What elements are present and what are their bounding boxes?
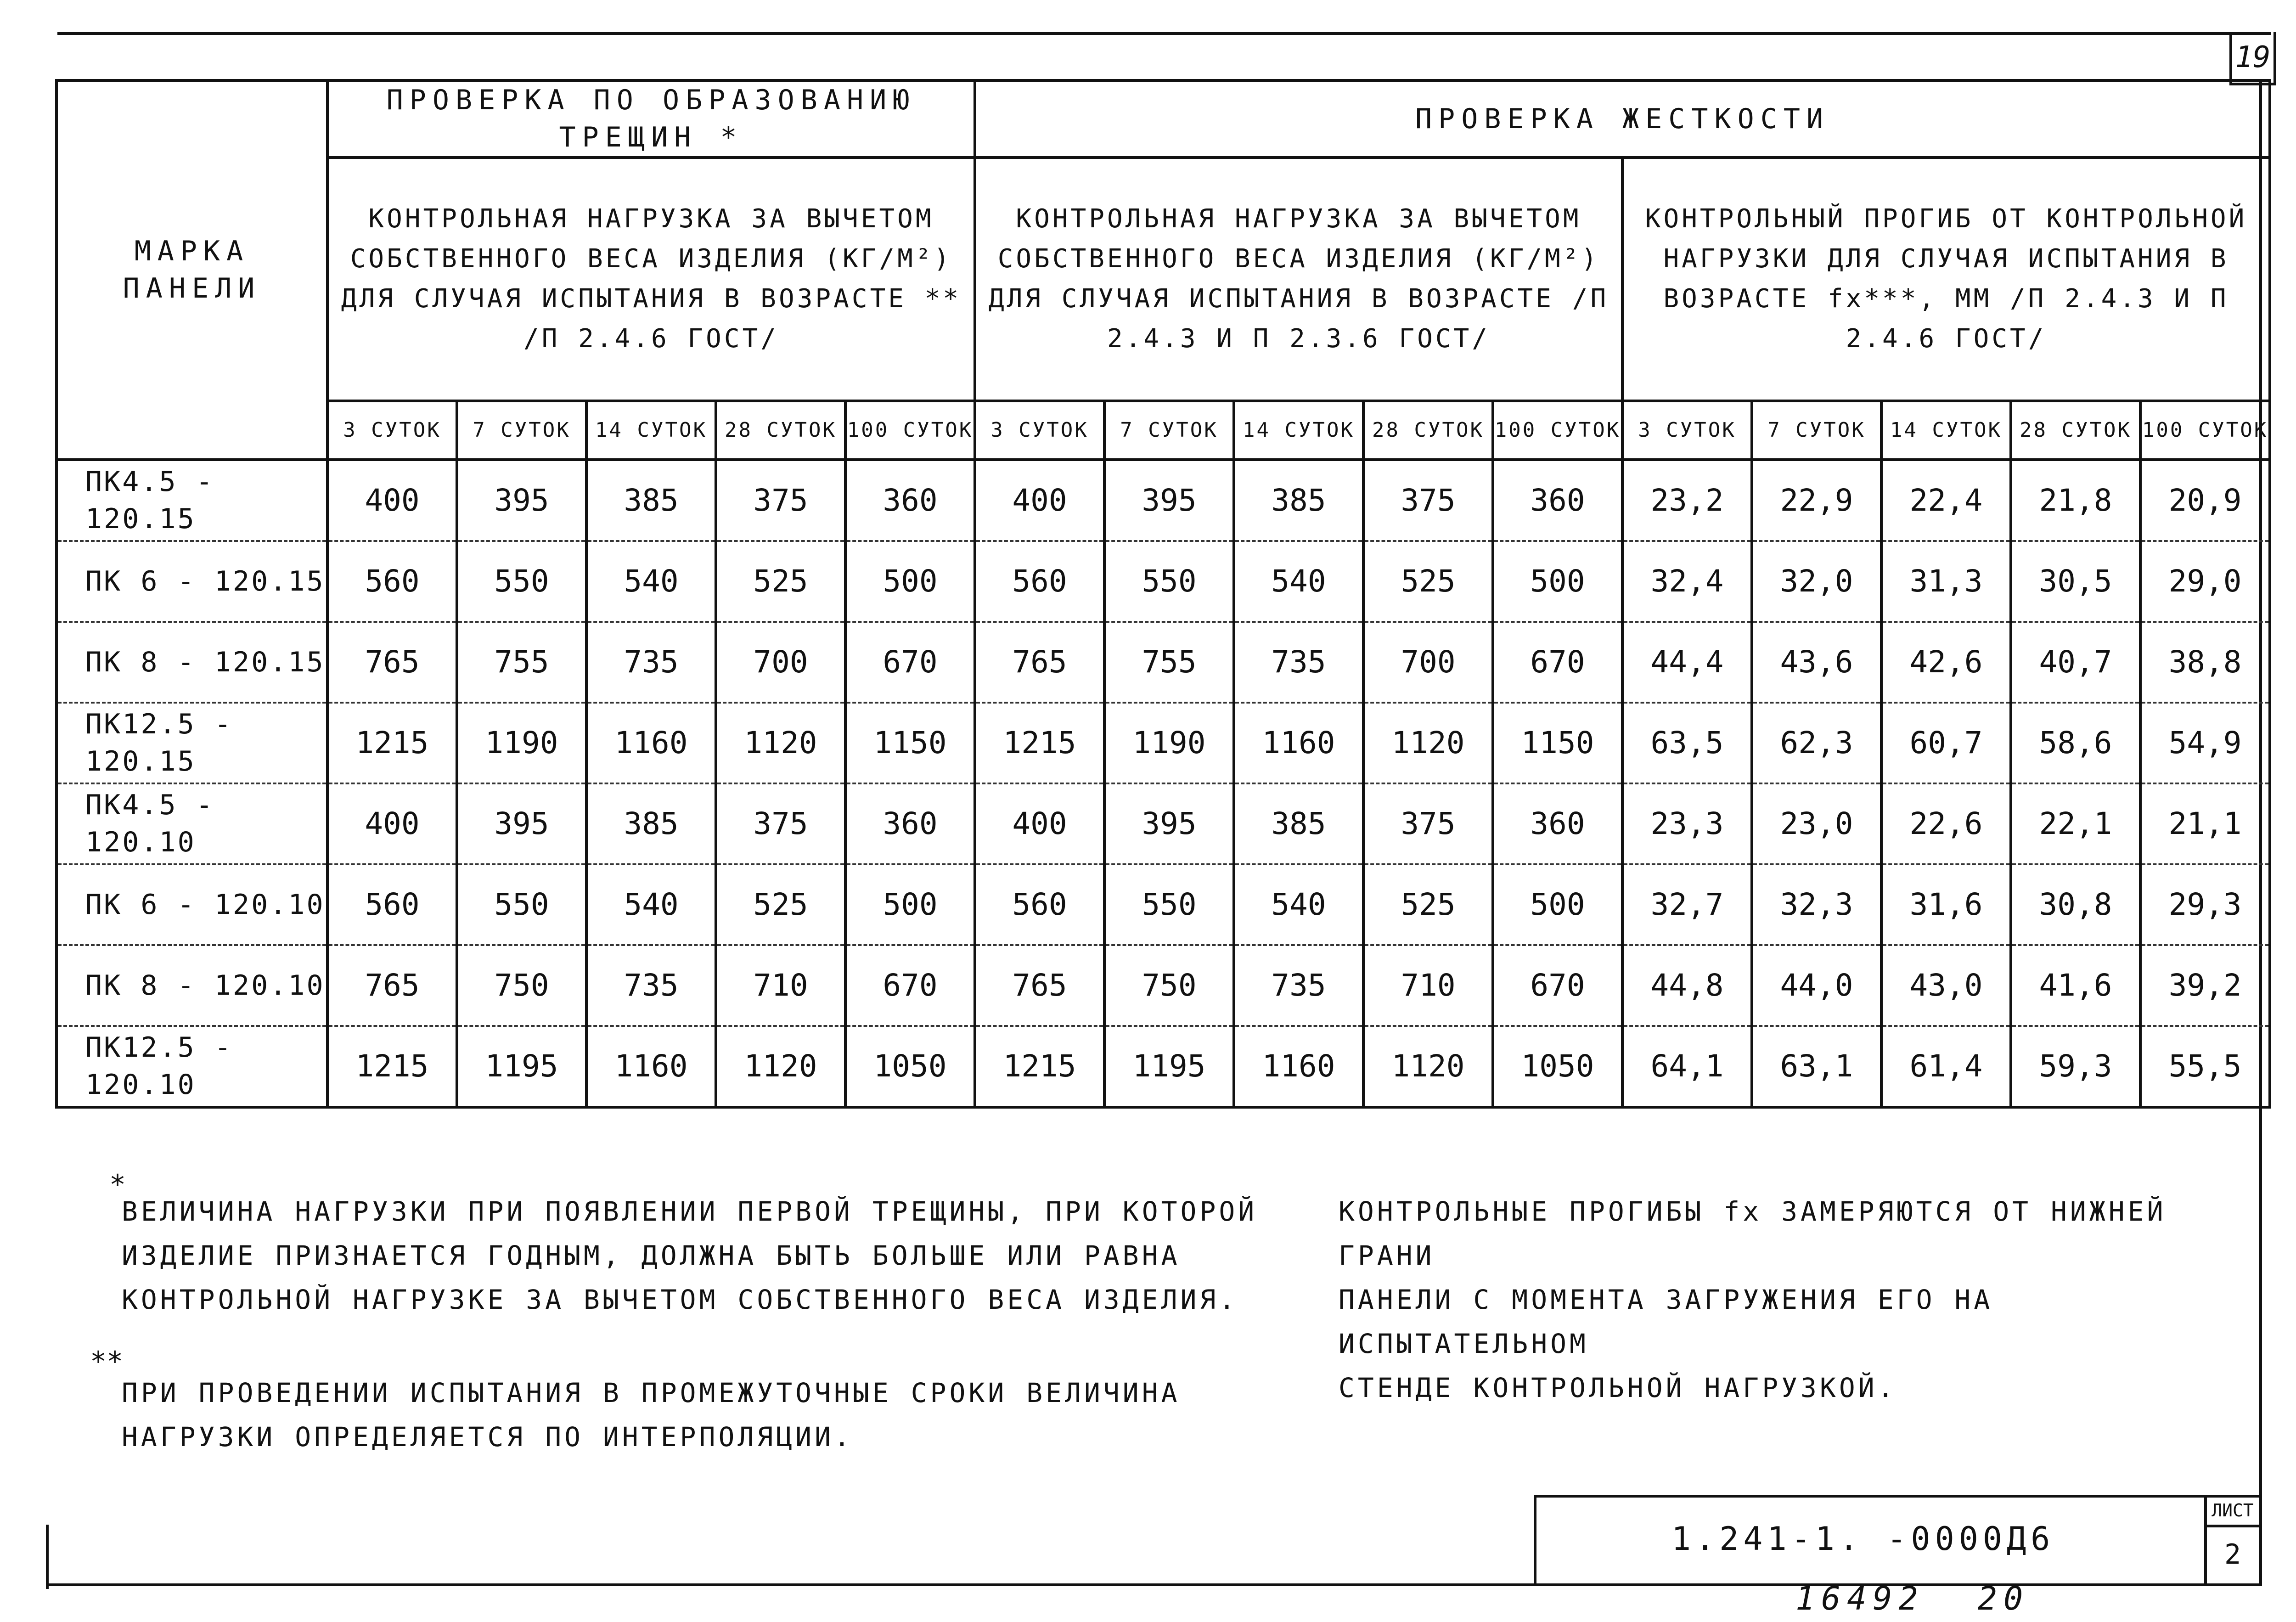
load-value-cell: 1190 xyxy=(1104,703,1234,783)
deflection-value-cell: 22,1 xyxy=(2011,783,2140,864)
load-value-cell: 560 xyxy=(975,864,1104,945)
crack-value-cell: 670 xyxy=(845,945,975,1026)
crack-value-cell: 1190 xyxy=(457,703,586,783)
deflection-value-cell: 39,2 xyxy=(2140,945,2270,1026)
deflection-value-cell: 55,5 xyxy=(2140,1026,2270,1107)
table-row xyxy=(56,541,2270,622)
mark-column-header xyxy=(56,80,327,460)
crack-value-cell: 525 xyxy=(716,541,845,622)
crack-value-cell: 1150 xyxy=(845,703,975,783)
day-header: 7 СУТОК xyxy=(1104,401,1234,460)
deflection-subheader: КОНТРОЛЬНЫЙ ПРОГИБ ОТ КОНТРОЛЬНОЙ НАГРУЗКИ ДЛЯ СЛУЧАЯ ИСПЫТАНИЯ В ВОЗРАСТЕ fx***, ММ /П 2.4.3 И П 2.4.6 ГОСТ/ xyxy=(1622,158,2270,401)
deflection-value-cell: 23,0 xyxy=(1752,783,1881,864)
load-value-cell: 735 xyxy=(1234,622,1363,703)
deflection-value-cell: 60,7 xyxy=(1881,703,2011,783)
deflection-value-cell: 58,6 xyxy=(2011,703,2140,783)
load-value-cell: 525 xyxy=(1363,864,1493,945)
crack-value-cell: 560 xyxy=(327,541,457,622)
deflection-value-cell: 44,0 xyxy=(1752,945,1881,1026)
deflection-value-cell: 22,6 xyxy=(1881,783,2011,864)
crack-value-cell: 375 xyxy=(716,460,845,541)
load-value-cell: 755 xyxy=(1104,622,1234,703)
crack-value-cell: 375 xyxy=(716,783,845,864)
load-value-cell: 1120 xyxy=(1363,703,1493,783)
panel-mark-cell: ПК 8 - 120.10 xyxy=(56,945,327,1026)
load-value-cell: 360 xyxy=(1493,783,1622,864)
day-header: 28 СУТОК xyxy=(2011,401,2140,460)
footnote-marker-2: ** xyxy=(90,1346,124,1378)
load-value-cell: 385 xyxy=(1234,783,1363,864)
test-results-table xyxy=(55,79,2271,1109)
load-value-cell: 385 xyxy=(1234,460,1363,541)
deflection-value-cell: 41,6 xyxy=(2011,945,2140,1026)
crack-value-cell: 765 xyxy=(327,622,457,703)
deflection-value-cell: 22,4 xyxy=(1881,460,2011,541)
deflection-value-cell: 44,8 xyxy=(1622,945,1752,1026)
crack-value-cell: 550 xyxy=(457,541,586,622)
crack-value-cell: 395 xyxy=(457,783,586,864)
crack-value-cell: 735 xyxy=(586,622,716,703)
load-value-cell: 1160 xyxy=(1234,703,1363,783)
load-value-cell: 525 xyxy=(1363,541,1493,622)
sheet-number: 2 xyxy=(2224,1538,2241,1571)
load-value-cell: 700 xyxy=(1363,622,1493,703)
page-number: 19 xyxy=(2229,32,2276,85)
crack-value-cell: 1120 xyxy=(716,1026,845,1107)
crack-value-cell: 1215 xyxy=(327,703,457,783)
deflection-value-cell: 59,3 xyxy=(2011,1026,2140,1107)
day-header: 100 СУТОК xyxy=(845,401,975,460)
crack-value-cell: 500 xyxy=(845,541,975,622)
load-value-cell: 670 xyxy=(1493,945,1622,1026)
load-value-cell: 400 xyxy=(975,460,1104,541)
deflection-value-cell: 31,3 xyxy=(1881,541,2011,622)
table-row xyxy=(56,783,2270,864)
table-body xyxy=(56,460,2270,1107)
panel-mark-cell: ПК 8 - 120.15 xyxy=(56,622,327,703)
deflection-value-cell: 63,5 xyxy=(1622,703,1752,783)
deflection-value-cell: 32,4 xyxy=(1622,541,1752,622)
day-header: 28 СУТОК xyxy=(716,401,845,460)
crack-value-cell: 1160 xyxy=(586,1026,716,1107)
load-value-cell: 1195 xyxy=(1104,1026,1234,1107)
deflection-value-cell: 30,5 xyxy=(2011,541,2140,622)
crack-value-cell: 765 xyxy=(327,945,457,1026)
mark-header-text: МАРКА ПАНЕЛИ xyxy=(123,235,261,304)
deflection-note: КОНТРОЛЬНЫЕ ПРОГИБЫ fx ЗАМЕРЯЮТСЯ ОТ НИЖНЕЙ ГРАНИ ПАНЕЛИ С МОМЕНТА ЗАГРУЖЕНИЯ ЕГО НА ИСПЫТАТЕЛЬНОМ СТЕНДЕ КОНТРОЛЬНОЙ НАГРУЗКОЙ. xyxy=(1339,1196,2167,1403)
crack-value-cell: 550 xyxy=(457,864,586,945)
deflection-value-cell: 43,0 xyxy=(1881,945,2011,1026)
crack-value-cell: 1160 xyxy=(586,703,716,783)
day-header: 100 СУТОК xyxy=(1493,401,1622,460)
crack-value-cell: 540 xyxy=(586,864,716,945)
deflection-value-cell: 54,9 xyxy=(2140,703,2270,783)
crack-value-cell: 1120 xyxy=(716,703,845,783)
crack-value-cell: 525 xyxy=(716,864,845,945)
stiffness-load-subheader: КОНТРОЛЬНАЯ НАГРУЗКА ЗА ВЫЧЕТОМ СОБСТВЕННОГО ВЕСА ИЗДЕЛИЯ (КГ/М²) ДЛЯ СЛУЧАЯ ИСПЫТАНИЯ В ВОЗРАСТЕ /П 2.4.3 И П 2.3.6 ГОСТ/ xyxy=(975,158,1622,401)
deflection-value-cell: 23,2 xyxy=(1622,460,1752,541)
day-header: 7 СУТОК xyxy=(1752,401,1881,460)
day-header: 3 СУТОК xyxy=(327,401,457,460)
stiffness-check-header: ПРОВЕРКА ЖЕСТКОСТИ xyxy=(975,80,2270,158)
crack-value-cell: 395 xyxy=(457,460,586,541)
crack-value-cell: 400 xyxy=(327,460,457,541)
load-value-cell: 500 xyxy=(1493,541,1622,622)
table-row xyxy=(56,622,2270,703)
day-header: 3 СУТОК xyxy=(975,401,1104,460)
load-value-cell: 750 xyxy=(1104,945,1234,1026)
deflection-value-cell: 43,6 xyxy=(1752,622,1881,703)
archive-number: 16492 20 xyxy=(1795,1580,2030,1617)
panel-mark-cell: ПК12.5 - 120.15 xyxy=(56,703,327,783)
deflection-value-cell: 20,9 xyxy=(2140,460,2270,541)
panel-mark-cell: ПК 6 - 120.15 xyxy=(56,541,327,622)
deflection-value-cell: 29,0 xyxy=(2140,541,2270,622)
load-value-cell: 710 xyxy=(1363,945,1493,1026)
load-value-cell: 550 xyxy=(1104,541,1234,622)
deflection-value-cell: 21,1 xyxy=(2140,783,2270,864)
crack-value-cell: 750 xyxy=(457,945,586,1026)
deflection-value-cell: 22,9 xyxy=(1752,460,1881,541)
panel-mark-cell: ПК 6 - 120.10 xyxy=(56,864,327,945)
load-value-cell: 400 xyxy=(975,783,1104,864)
load-value-cell: 1050 xyxy=(1493,1026,1622,1107)
deflection-value-cell: 31,6 xyxy=(1881,864,2011,945)
crack-value-cell: 560 xyxy=(327,864,457,945)
table-row xyxy=(56,1026,2270,1107)
crack-value-cell: 360 xyxy=(845,783,975,864)
deflection-value-cell: 30,8 xyxy=(2011,864,2140,945)
load-value-cell: 1215 xyxy=(975,1026,1104,1107)
footnote-2: ПРИ ПРОВЕДЕНИИ ИСПЫТАНИЯ В ПРОМЕЖУТОЧНЫЕ СРОКИ ВЕЛИЧИНА НАГРУЗКИ ОПРЕДЕЛЯЕТСЯ ПО ИНТЕРПОЛЯЦИИ. xyxy=(122,1377,1181,1453)
crack-value-cell: 700 xyxy=(716,622,845,703)
panel-mark-cell: ПК4.5 - 120.15 xyxy=(56,460,327,541)
crack-value-cell: 385 xyxy=(586,783,716,864)
load-value-cell: 1160 xyxy=(1234,1026,1363,1107)
load-value-cell: 360 xyxy=(1493,460,1622,541)
load-value-cell: 1150 xyxy=(1493,703,1622,783)
crack-value-cell: 540 xyxy=(586,541,716,622)
day-header: 28 СУТОК xyxy=(1363,401,1493,460)
day-header: 14 СУТОК xyxy=(1881,401,2011,460)
table-row xyxy=(56,703,2270,783)
load-value-cell: 735 xyxy=(1234,945,1363,1026)
footnote-1: ВЕЛИЧИНА НАГРУЗКИ ПРИ ПОЯВЛЕНИИ ПЕРВОЙ ТРЕЩИНЫ, ПРИ КОТОРОЙ ИЗДЕЛИЕ ПРИЗНАЕТСЯ ГОДНЫМ, ДОЛЖНА БЫТЬ БОЛЬШЕ ИЛИ РАВНА КОНТРОЛЬНОЙ НАГРУЗКЕ ЗА ВЫЧЕТОМ СОБСТВЕННОГО ВЕСА ИЗДЕЛИЯ. xyxy=(122,1196,1258,1315)
panel-mark-cell: ПК12.5 - 120.10 xyxy=(56,1026,327,1107)
deflection-value-cell: 21,8 xyxy=(2011,460,2140,541)
load-value-cell: 560 xyxy=(975,541,1104,622)
sheet-label: ЛИСТ xyxy=(2206,1496,2259,1527)
top-frame-line xyxy=(57,32,2271,35)
load-value-cell: 765 xyxy=(975,945,1104,1026)
deflection-value-cell: 32,3 xyxy=(1752,864,1881,945)
crack-value-cell: 670 xyxy=(845,622,975,703)
deflection-value-cell: 64,1 xyxy=(1622,1026,1752,1107)
crack-value-cell: 385 xyxy=(586,460,716,541)
day-header: 7 СУТОК xyxy=(457,401,586,460)
load-value-cell: 395 xyxy=(1104,460,1234,541)
deflection-value-cell: 32,7 xyxy=(1622,864,1752,945)
table-row xyxy=(56,945,2270,1026)
crack-value-cell: 400 xyxy=(327,783,457,864)
crack-value-cell: 735 xyxy=(586,945,716,1026)
deflection-value-cell: 29,3 xyxy=(2140,864,2270,945)
deflection-value-cell: 40,7 xyxy=(2011,622,2140,703)
load-value-cell: 540 xyxy=(1234,864,1363,945)
load-value-cell: 395 xyxy=(1104,783,1234,864)
day-header: 14 СУТОК xyxy=(586,401,716,460)
crack-value-cell: 360 xyxy=(845,460,975,541)
deflection-value-cell: 32,0 xyxy=(1752,541,1881,622)
day-header: 3 СУТОК xyxy=(1622,401,1752,460)
table-row xyxy=(56,460,2270,541)
deflection-value-cell: 23,3 xyxy=(1622,783,1752,864)
deflection-value-cell: 44,4 xyxy=(1622,622,1752,703)
document-code: 1.241-1. -0000Д6 xyxy=(1671,1520,2055,1558)
table-row xyxy=(56,864,2270,945)
load-value-cell: 375 xyxy=(1363,460,1493,541)
deflection-value-cell: 63,1 xyxy=(1752,1026,1881,1107)
crack-value-cell: 1195 xyxy=(457,1026,586,1107)
day-header: 100 СУТОК xyxy=(2140,401,2270,460)
panel-mark-cell: ПК4.5 - 120.10 xyxy=(56,783,327,864)
footnote-marker-1: * xyxy=(109,1169,126,1201)
load-value-cell: 670 xyxy=(1493,622,1622,703)
load-value-cell: 500 xyxy=(1493,864,1622,945)
crack-value-cell: 500 xyxy=(845,864,975,945)
day-header: 14 СУТОК xyxy=(1234,401,1363,460)
crack-value-cell: 1215 xyxy=(327,1026,457,1107)
crack-load-subheader: КОНТРОЛЬНАЯ НАГРУЗКА ЗА ВЫЧЕТОМ СОБСТВЕННОГО ВЕСА ИЗДЕЛИЯ (КГ/М²) ДЛЯ СЛУЧАЯ ИСПЫТАНИЯ В ВОЗРАСТЕ ** /П 2.4.6 ГОСТ/ xyxy=(327,158,975,401)
crack-check-header: ПРОВЕРКА ПО ОБРАЗОВАНИЮ ТРЕЩИН * xyxy=(327,80,975,158)
crack-value-cell: 710 xyxy=(716,945,845,1026)
load-value-cell: 540 xyxy=(1234,541,1363,622)
crack-value-cell: 755 xyxy=(457,622,586,703)
load-value-cell: 765 xyxy=(975,622,1104,703)
load-value-cell: 1215 xyxy=(975,703,1104,783)
deflection-value-cell: 38,8 xyxy=(2140,622,2270,703)
crack-value-cell: 1050 xyxy=(845,1026,975,1107)
load-value-cell: 1120 xyxy=(1363,1026,1493,1107)
load-value-cell: 550 xyxy=(1104,864,1234,945)
load-value-cell: 375 xyxy=(1363,783,1493,864)
left-frame-tick xyxy=(46,1525,49,1589)
deflection-value-cell: 62,3 xyxy=(1752,703,1881,783)
deflection-value-cell: 42,6 xyxy=(1881,622,2011,703)
deflection-value-cell: 61,4 xyxy=(1881,1026,2011,1107)
